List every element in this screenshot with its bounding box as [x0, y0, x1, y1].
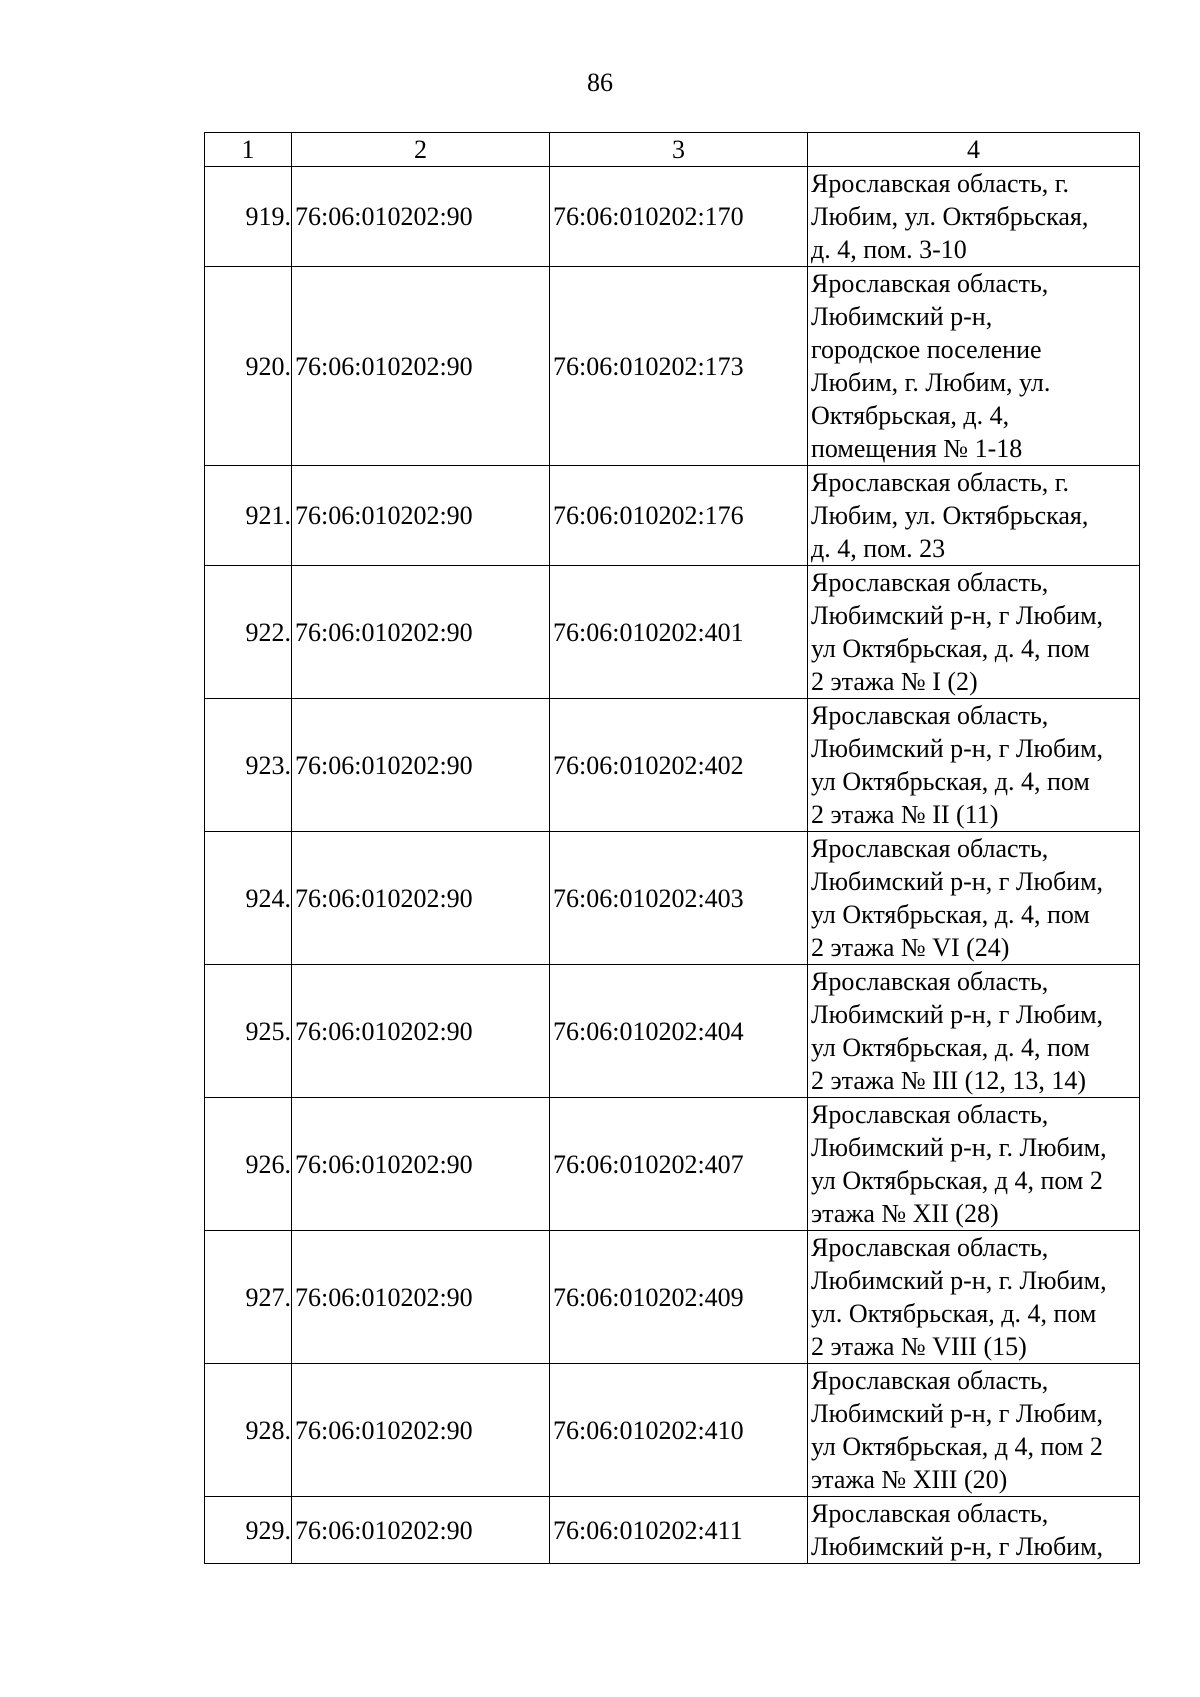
row-number-cell: 929. — [205, 1497, 292, 1564]
parent-cadastral-number-cell: 76:06:010202:90 — [292, 566, 550, 699]
table-row — [205, 267, 1140, 466]
address-line: Ярославская область, г. — [811, 169, 1070, 198]
address-line: ул Октябрьская, д. 4, пом — [811, 767, 1090, 796]
address-line: Любим, ул. Октябрьская, — [811, 501, 1089, 530]
parent-cadastral-number-cell: 76:06:010202:90 — [292, 1497, 550, 1564]
row-number-cell: 925. — [205, 965, 292, 1098]
address-cell — [808, 1364, 1140, 1497]
table-row — [205, 1497, 1140, 1564]
address-cell — [808, 965, 1140, 1098]
address-cell — [808, 832, 1140, 965]
address-line: Любимский р-н, г Любим, — [811, 1399, 1104, 1428]
row-number-cell: 920. — [205, 267, 292, 466]
table-row — [205, 832, 1140, 965]
cadastral-table — [204, 132, 1140, 1564]
parent-cadastral-number-cell: 76:06:010202:90 — [292, 1231, 550, 1364]
address-cell — [808, 1098, 1140, 1231]
table-row — [205, 1231, 1140, 1364]
address-line: Любим, г. Любим, ул. — [811, 368, 1051, 397]
table-header-row — [205, 133, 1140, 167]
address-cell — [808, 167, 1140, 267]
address-cell — [808, 466, 1140, 566]
address-line: Любим, ул. Октябрьская, — [811, 202, 1089, 231]
address-line: Ярославская область, — [811, 701, 1049, 730]
table-row — [205, 1364, 1140, 1497]
parent-cadastral-number-cell: 76:06:010202:90 — [292, 1364, 550, 1497]
page-number: 86 — [587, 68, 613, 97]
address-line: 2 этажа № II (11) — [811, 800, 999, 829]
address-line: Ярославская область, — [811, 269, 1049, 298]
address-line: ул Октябрьская, д 4, пом 2 — [811, 1432, 1103, 1461]
address-cell — [808, 566, 1140, 699]
parent-cadastral-number-cell: 76:06:010202:90 — [292, 699, 550, 832]
address-line: Любимский р-н, г. Любим, — [811, 1133, 1107, 1162]
column-header-2: 2 — [292, 133, 550, 167]
cadastral-number-cell: 76:06:010202:410 — [550, 1364, 808, 1497]
address-line: 2 этажа № I (2) — [811, 667, 978, 696]
address-cell — [808, 1497, 1140, 1564]
address-line: городское поселение — [811, 335, 1042, 364]
address-line: ул Октябрьская, д. 4, пом — [811, 900, 1090, 929]
address-line: Ярославская область, г. — [811, 468, 1070, 497]
address-line: Ярославская область, — [811, 1100, 1049, 1129]
cadastral-number-cell: 76:06:010202:404 — [550, 965, 808, 1098]
address-line: Любимский р-н, г Любим, — [811, 734, 1104, 763]
row-number-cell: 928. — [205, 1364, 292, 1497]
address-line: 2 этажа № III (12, 13, 14) — [811, 1066, 1086, 1095]
table-row — [205, 965, 1140, 1098]
column-header-1: 1 — [205, 133, 292, 167]
cadastral-number-cell: 76:06:010202:403 — [550, 832, 808, 965]
address-line: д. 4, пом. 23 — [811, 534, 946, 563]
cadastral-number-cell: 76:06:010202:173 — [550, 267, 808, 466]
cadastral-number-cell: 76:06:010202:402 — [550, 699, 808, 832]
row-number-cell: 921. — [205, 466, 292, 566]
table-row — [205, 566, 1140, 699]
parent-cadastral-number-cell: 76:06:010202:90 — [292, 1098, 550, 1231]
address-line: Любимский р-н, г Любим, — [811, 601, 1104, 630]
address-cell — [808, 267, 1140, 466]
address-line: ул Октябрьская, д 4, пом 2 — [811, 1166, 1103, 1195]
parent-cadastral-number-cell: 76:06:010202:90 — [292, 267, 550, 466]
column-header-3: 3 — [550, 133, 808, 167]
address-line: ул Октябрьская, д. 4, пом — [811, 1033, 1090, 1062]
address-line: 2 этажа № VI (24) — [811, 933, 1010, 962]
row-number-cell: 919. — [205, 167, 292, 267]
address-line: Ярославская область, — [811, 967, 1049, 996]
address-cell — [808, 699, 1140, 832]
row-number-cell: 926. — [205, 1098, 292, 1231]
row-number-cell: 922. — [205, 566, 292, 699]
column-header-4: 4 — [808, 133, 1140, 167]
address-line: д. 4, пом. 3-10 — [811, 235, 967, 264]
cadastral-number-cell: 76:06:010202:176 — [550, 466, 808, 566]
row-number-cell: 924. — [205, 832, 292, 965]
address-line: Ярославская область, — [811, 1233, 1049, 1262]
address-line: ул Октябрьская, д. 4, пом — [811, 634, 1090, 663]
cadastral-number-cell: 76:06:010202:407 — [550, 1098, 808, 1231]
parent-cadastral-number-cell: 76:06:010202:90 — [292, 965, 550, 1098]
row-number-cell: 923. — [205, 699, 292, 832]
table-row — [205, 1098, 1140, 1231]
address-cell — [808, 1231, 1140, 1364]
address-line: Ярославская область, — [811, 834, 1049, 863]
cadastral-number-cell: 76:06:010202:411 — [550, 1497, 808, 1564]
address-line: этажа № XII (28) — [811, 1199, 999, 1228]
parent-cadastral-number-cell: 76:06:010202:90 — [292, 466, 550, 566]
address-line: 2 этажа № VIII (15) — [811, 1332, 1027, 1361]
address-line: Октябрьская, д. 4, — [811, 401, 1010, 430]
address-line: Ярославская область, — [811, 568, 1049, 597]
cadastral-number-cell: 76:06:010202:409 — [550, 1231, 808, 1364]
address-line: Любимский р-н, — [811, 302, 993, 331]
cadastral-number-cell: 76:06:010202:170 — [550, 167, 808, 267]
address-line: Любимский р-н, г. Любим, — [811, 1266, 1107, 1295]
address-line: Ярославская область, — [811, 1499, 1049, 1528]
table-row — [205, 699, 1140, 832]
table-row — [205, 167, 1140, 267]
address-line: Любимский р-н, г Любим, — [811, 1000, 1104, 1029]
table-body — [205, 167, 1140, 1564]
address-line: ул. Октябрьская, д. 4, пом — [811, 1299, 1097, 1328]
address-line: помещения № 1-18 — [811, 434, 1023, 463]
row-number-cell: 927. — [205, 1231, 292, 1364]
address-line: Ярославская область, — [811, 1366, 1049, 1395]
table-row — [205, 466, 1140, 566]
parent-cadastral-number-cell: 76:06:010202:90 — [292, 167, 550, 267]
parent-cadastral-number-cell: 76:06:010202:90 — [292, 832, 550, 965]
address-line: Любимский р-н, г Любим, — [811, 867, 1104, 896]
address-line: Любимский р-н, г Любим, — [811, 1532, 1104, 1561]
cadastral-number-cell: 76:06:010202:401 — [550, 566, 808, 699]
address-line: этажа № XIII (20) — [811, 1465, 1008, 1494]
